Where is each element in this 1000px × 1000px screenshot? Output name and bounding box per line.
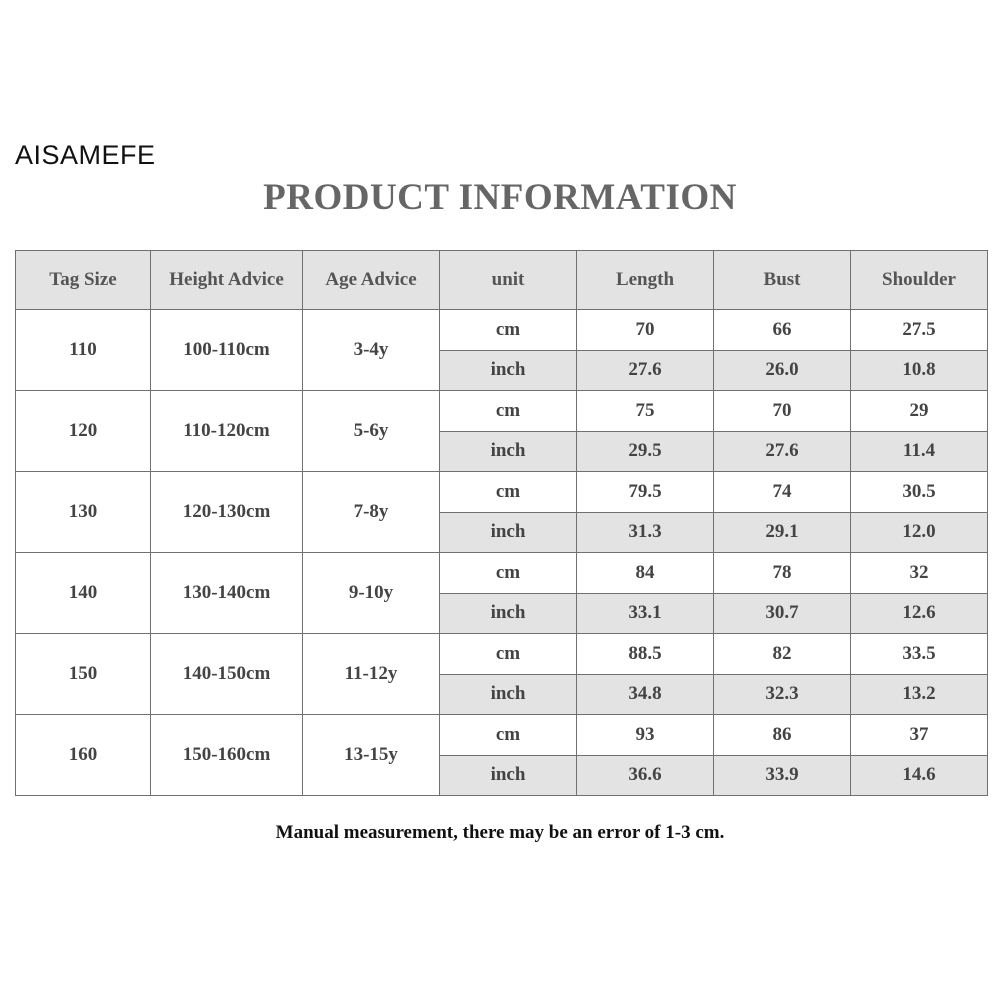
- length-cell: 27.6: [577, 350, 714, 391]
- shoulder-cell: 33.5: [851, 634, 988, 675]
- length-cell: 84: [577, 553, 714, 594]
- shoulder-cell: 10.8: [851, 350, 988, 391]
- brand-name: AISAMEFE: [15, 140, 156, 170]
- shoulder-cell: 37: [851, 715, 988, 756]
- column-header-unit: unit: [440, 251, 577, 310]
- table-row: [16, 310, 988, 351]
- bust-cell: 29.1: [714, 512, 851, 553]
- bust-cell: 70: [714, 391, 851, 432]
- shoulder-cell: 14.6: [851, 755, 988, 796]
- column-header-height-advice: Height Advice: [151, 251, 303, 310]
- bust-cell: 30.7: [714, 593, 851, 634]
- height-advice-cell: 150-160cm: [151, 715, 303, 796]
- age-advice-cell: 5-6y: [303, 391, 440, 472]
- table-row: [16, 472, 988, 513]
- shoulder-cell: 30.5: [851, 472, 988, 513]
- unit-cell: inch: [440, 593, 577, 634]
- height-advice-cell: 120-130cm: [151, 472, 303, 553]
- bust-cell: 33.9: [714, 755, 851, 796]
- table-header-row: [16, 251, 988, 310]
- column-header-length: Length: [577, 251, 714, 310]
- shoulder-cell: 27.5: [851, 310, 988, 351]
- length-cell: 93: [577, 715, 714, 756]
- bust-cell: 86: [714, 715, 851, 756]
- unit-cell: inch: [440, 350, 577, 391]
- page-title: PRODUCT INFORMATION: [263, 177, 737, 218]
- unit-cell: inch: [440, 512, 577, 553]
- bust-cell: 74: [714, 472, 851, 513]
- height-advice-cell: 110-120cm: [151, 391, 303, 472]
- column-header-bust: Bust: [714, 251, 851, 310]
- length-cell: 75: [577, 391, 714, 432]
- unit-cell: cm: [440, 391, 577, 432]
- column-header-tag-size: Tag Size: [16, 251, 151, 310]
- unit-cell: cm: [440, 310, 577, 351]
- unit-cell: cm: [440, 715, 577, 756]
- unit-cell: cm: [440, 553, 577, 594]
- tag-size-cell: 160: [16, 715, 151, 796]
- shoulder-cell: 32: [851, 553, 988, 594]
- bust-cell: 26.0: [714, 350, 851, 391]
- measurement-note: Manual measurement, there may be an error of 1-3 cm.: [275, 822, 725, 843]
- shoulder-cell: 29: [851, 391, 988, 432]
- age-advice-cell: 13-15y: [303, 715, 440, 796]
- age-advice-cell: 11-12y: [303, 634, 440, 715]
- column-header-age-advice: Age Advice: [303, 251, 440, 310]
- length-cell: 79.5: [577, 472, 714, 513]
- unit-cell: inch: [440, 431, 577, 472]
- tag-size-cell: 130: [16, 472, 151, 553]
- table-row: [16, 634, 988, 675]
- tag-size-cell: 120: [16, 391, 151, 472]
- height-advice-cell: 130-140cm: [151, 553, 303, 634]
- age-advice-cell: 9-10y: [303, 553, 440, 634]
- shoulder-cell: 11.4: [851, 431, 988, 472]
- length-cell: 29.5: [577, 431, 714, 472]
- tag-size-cell: 140: [16, 553, 151, 634]
- table-row: [16, 553, 988, 594]
- tag-size-cell: 150: [16, 634, 151, 715]
- length-cell: 70: [577, 310, 714, 351]
- shoulder-cell: 12.6: [851, 593, 988, 634]
- shoulder-cell: 13.2: [851, 674, 988, 715]
- length-cell: 31.3: [577, 512, 714, 553]
- bust-cell: 78: [714, 553, 851, 594]
- column-header-shoulder: Shoulder: [851, 251, 988, 310]
- tag-size-cell: 110: [16, 310, 151, 391]
- bust-cell: 32.3: [714, 674, 851, 715]
- table-row: [16, 391, 988, 432]
- shoulder-cell: 12.0: [851, 512, 988, 553]
- height-advice-cell: 140-150cm: [151, 634, 303, 715]
- age-advice-cell: 3-4y: [303, 310, 440, 391]
- unit-cell: inch: [440, 755, 577, 796]
- unit-cell: cm: [440, 472, 577, 513]
- length-cell: 33.1: [577, 593, 714, 634]
- length-cell: 36.6: [577, 755, 714, 796]
- bust-cell: 66: [714, 310, 851, 351]
- height-advice-cell: 100-110cm: [151, 310, 303, 391]
- length-cell: 88.5: [577, 634, 714, 675]
- size-chart-table: [15, 250, 988, 796]
- unit-cell: inch: [440, 674, 577, 715]
- age-advice-cell: 7-8y: [303, 472, 440, 553]
- bust-cell: 82: [714, 634, 851, 675]
- table-row: [16, 715, 988, 756]
- bust-cell: 27.6: [714, 431, 851, 472]
- length-cell: 34.8: [577, 674, 714, 715]
- unit-cell: cm: [440, 634, 577, 675]
